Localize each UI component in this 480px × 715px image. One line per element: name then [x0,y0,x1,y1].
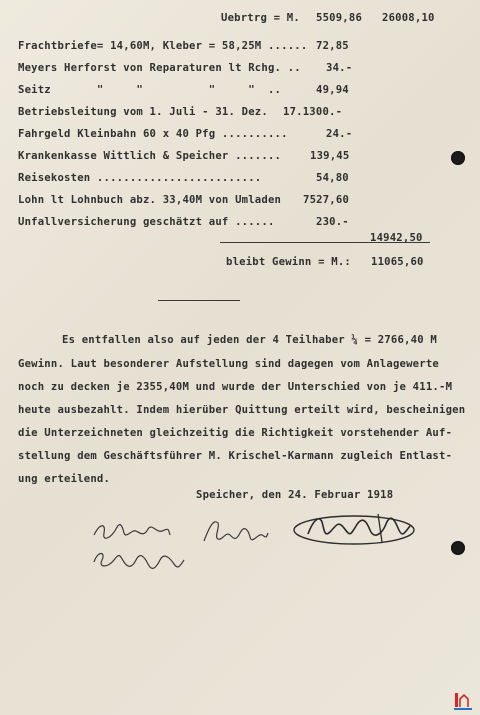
ledger-item-text: Krankenkasse Wittlich & Speicher ....... [18,150,282,162]
signature-3 [290,508,418,548]
body-line: ung erteilend. [18,473,111,485]
ledger-item-amount: 139,45 [310,150,350,162]
carry-over-value-2: 26008,10 [382,12,435,24]
ledger-item-amount: 230.- [316,216,349,228]
punch-hole-bottom [451,541,465,555]
signature-1 [92,515,172,545]
body-line: die Unterzeichneten gleichzeitig die Richtigkeit vorstehender Auf- [18,427,453,439]
ledger-item-amount: 72,85 [316,40,349,52]
logo-base-icon [454,708,472,710]
ledger-item-amount: 7527,60 [303,194,350,206]
ledger-item-text: Meyers Herforst von Reparaturen lt Rchg. .. [18,62,301,74]
signature-4 [90,546,186,572]
signature-2 [200,515,270,547]
total-value: 14942,50 [370,232,423,244]
ledger-item-text: Frachtbriefe= 14,60M, Kleber = 58,25M ...... [18,40,308,52]
ledger-item-text: Reisekosten ......................... [18,172,262,184]
body-line: stellung dem Geschäftsführer M. Krischel-Karmann zugleich Entlast- [18,450,453,462]
date-line: Speicher, den 24. Februar 1918 [196,489,394,501]
carry-over-value-1: 5509,86 [316,12,363,24]
ledger-item-text: Fahrgeld Kleinbahn 60 x 40 Pfg .......... [18,128,288,140]
ledger-item-amount: 17.1300.- [283,106,343,118]
body-line: Gewinn. Laut besonderer Aufstellung sind dagegen vom Anlagewerte [18,358,439,370]
body-line: Es entfallen also auf jeden der 4 Teilhaber ¼ = 2766,40 M [62,334,437,346]
body-line: heute ausbezahlt. Indem hierüber Quittung erteilt wird, bescheinigen [18,404,466,416]
section-divider [158,300,240,301]
ledger-item-text: Unfallversicherung geschätzt auf ...... [18,216,275,228]
ledger-item-text: Lohn lt Lohnbuch abz. 33,40M von Umladen [18,194,282,206]
ledger-item-amount: 54,80 [316,172,349,184]
profit-label: bleibt Gewinn = M.: [226,256,351,268]
ledger-item-amount: 34.- [326,62,353,74]
archive-logo-icon [452,689,474,711]
ledger-item-text: Betriebsleitung vom 1. Juli - 31. Dez. [18,106,268,118]
body-line: noch zu decken je 2355,40M und wurde der Unterschied von je 411.-M [18,381,453,393]
logo-bar-icon [455,693,458,707]
ledger-item-amount: 24.- [326,128,353,140]
punch-hole-top [451,151,465,165]
ledger-item-text: Seitz " " " " .. [18,84,282,96]
profit-value: 11065,60 [371,256,424,268]
ledger-item-amount: 49,94 [316,84,349,96]
carry-over-label: Uebrtrg = M. [221,12,300,24]
